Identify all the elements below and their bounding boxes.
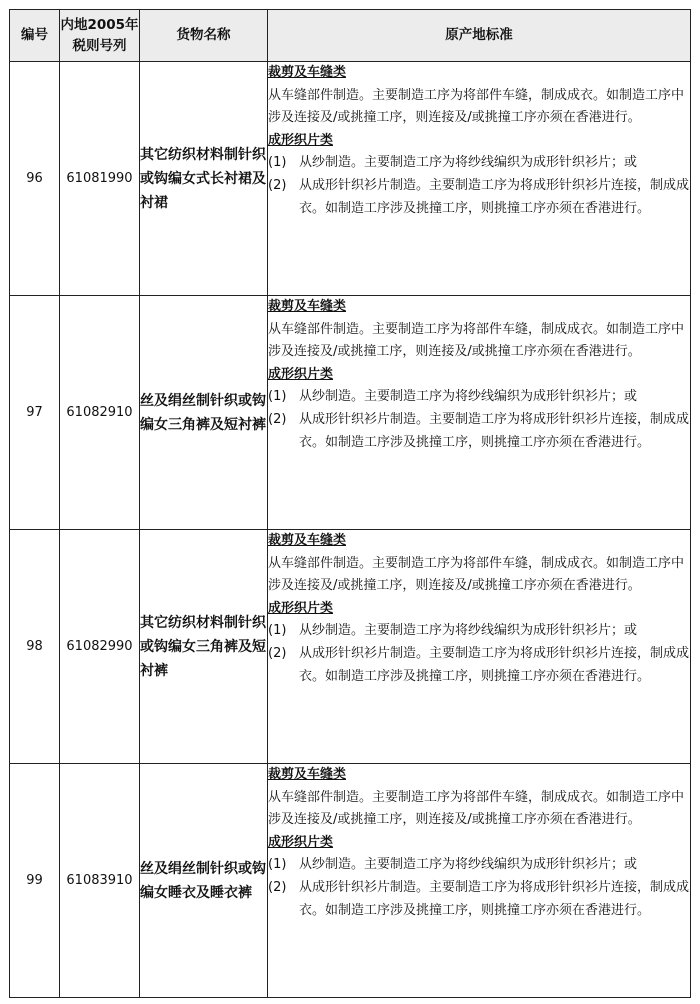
row-number: 96	[10, 62, 60, 296]
item-text: 从成形针织衫片制造。主要制造工序为将成形针织衫片连接，制成成衣。如制造工序涉及挑撞工序，则挑撞工序亦须在香港进行。	[299, 879, 690, 918]
header-tariff-code	[60, 10, 140, 62]
item-text: 从纱制造。主要制造工序为将纱线编织为成形针织衫片；或	[299, 857, 638, 873]
table-row	[10, 764, 691, 998]
category-cut-and-sew: 裁剪及车缝类	[268, 299, 347, 314]
list-item	[268, 175, 690, 220]
row-origin-standard	[268, 296, 691, 530]
table-row	[10, 296, 691, 530]
list-item	[268, 409, 690, 454]
item-text: 从成形针织衫片制造。主要制造工序为将成形针织衫片连接，制成成衣。如制造工序涉及挑撞工序，则挑撞工序亦须在香港进行。	[299, 177, 690, 216]
list-item	[268, 620, 690, 643]
cut-and-sew-text: 从车缝部件制造。主要制造工序为将部件车缝，制成成衣。如制造工序中涉及连接及/或挑撞工序，则连接及/或挑撞工序亦须在香港进行。	[268, 321, 685, 360]
header-number: 编号	[10, 10, 60, 62]
row-tariff-code: 61083910	[60, 764, 140, 998]
row-tariff-code: 61082910	[60, 296, 140, 530]
item-text: 从纱制造。主要制造工序为将纱线编织为成形针织衫片；或	[299, 623, 638, 639]
list-item	[268, 643, 690, 688]
category-knit-to-shape: 成形织片类	[268, 366, 334, 382]
table-row	[10, 62, 691, 296]
item-number: (1)	[268, 623, 287, 639]
row-goods-name: 其它纺织材料制针织或钩编女式长衬裙及衬裙	[140, 62, 268, 296]
list-item	[268, 877, 690, 922]
item-number: (2)	[268, 879, 287, 895]
row-number: 99	[10, 764, 60, 998]
item-number: (1)	[268, 389, 287, 405]
cut-and-sew-text: 从车缝部件制造。主要制造工序为将部件车缝，制成成衣。如制造工序中涉及连接及/或挑撞工序，则连接及/或挑撞工序亦须在香港进行。	[268, 555, 685, 594]
header-goods-name: 货物名称	[140, 10, 268, 62]
row-origin-standard	[268, 62, 691, 296]
row-goods-name: 丝及绢丝制针织或钩编女三角裤及短衬裤	[140, 296, 268, 530]
item-text: 从纱制造。主要制造工序为将纱线编织为成形针织衫片；或	[299, 389, 638, 405]
row-goods-name: 丝及绢丝制针织或钩编女睡衣及睡衣裤	[140, 764, 268, 998]
list-item	[268, 386, 690, 409]
row-origin-standard	[268, 764, 691, 998]
category-knit-to-shape: 成形织片类	[268, 132, 334, 148]
row-tariff-code: 61081990	[60, 62, 140, 296]
cut-and-sew-text: 从车缝部件制造。主要制造工序为将部件车缝，制成成衣。如制造工序中涉及连接及/或挑撞工序，则连接及/或挑撞工序亦须在香港进行。	[268, 789, 685, 828]
item-number: (2)	[268, 645, 287, 661]
row-number: 97	[10, 296, 60, 530]
item-number: (1)	[268, 155, 287, 171]
row-goods-name: 其它纺织材料制针织或钩编女三角裤及短衬裤	[140, 530, 268, 764]
item-text: 从纱制造。主要制造工序为将纱线编织为成形针织衫片；或	[299, 155, 638, 171]
item-number: (2)	[268, 177, 287, 193]
table-row	[10, 530, 691, 764]
table-header-row	[10, 10, 691, 62]
header-tariff-code-line1: 内地2005年	[60, 16, 139, 33]
row-origin-standard	[268, 530, 691, 764]
row-number: 98	[10, 530, 60, 764]
category-knit-to-shape: 成形织片类	[268, 600, 334, 616]
list-item	[268, 854, 690, 877]
category-cut-and-sew: 裁剪及车缝类	[268, 767, 347, 782]
header-origin-standard: 原产地标准	[268, 10, 691, 62]
list-item	[268, 152, 690, 175]
category-knit-to-shape: 成形织片类	[268, 834, 334, 850]
cut-and-sew-text: 从车缝部件制造。主要制造工序为将部件车缝，制成成衣。如制造工序中涉及连接及/或挑撞工序，则连接及/或挑撞工序亦须在香港进行。	[268, 87, 685, 126]
header-tariff-code-line2: 税则号列	[72, 37, 127, 54]
item-number: (1)	[268, 857, 287, 873]
item-text: 从成形针织衫片制造。主要制造工序为将成形针织衫片连接，制成成衣。如制造工序涉及挑撞工序，则挑撞工序亦须在香港进行。	[299, 411, 690, 450]
origin-rules-table	[9, 9, 691, 998]
item-number: (2)	[268, 411, 287, 427]
row-tariff-code: 61082990	[60, 530, 140, 764]
category-cut-and-sew: 裁剪及车缝类	[268, 533, 347, 548]
item-text: 从成形针织衫片制造。主要制造工序为将成形针织衫片连接，制成成衣。如制造工序涉及挑撞工序，则挑撞工序亦须在香港进行。	[299, 645, 690, 684]
category-cut-and-sew: 裁剪及车缝类	[268, 65, 347, 80]
